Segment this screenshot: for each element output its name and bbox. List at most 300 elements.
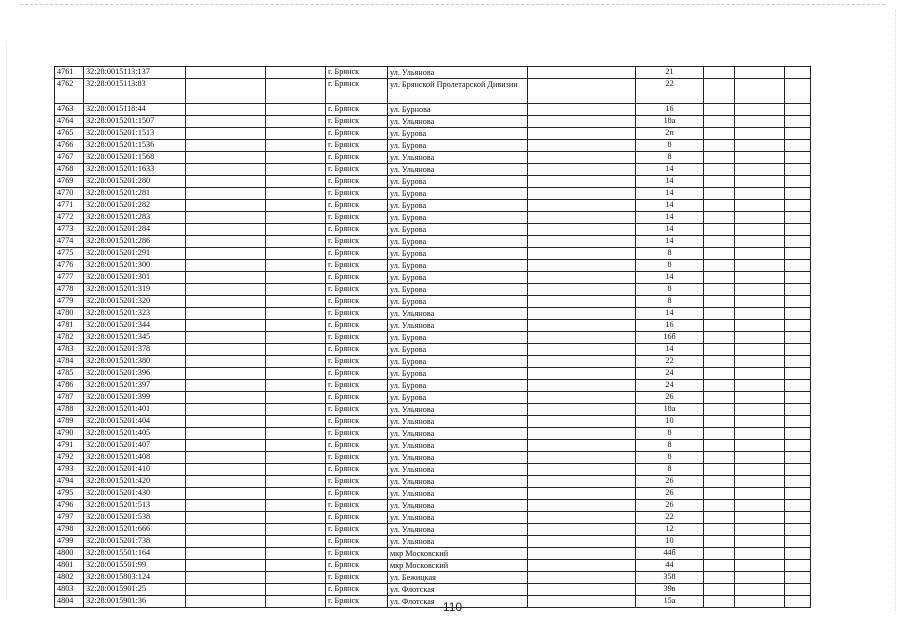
empty-cell <box>266 512 326 524</box>
cadastral-number: 32:28:0015201:345 <box>84 332 186 344</box>
street-cell: ул. Ульянова <box>388 404 528 416</box>
empty-cell <box>186 236 266 248</box>
street-cell: ул. Ульянова <box>388 452 528 464</box>
city-cell: г. Брянск <box>326 524 388 536</box>
row-number: 4782 <box>55 332 84 344</box>
row-number: 4774 <box>55 236 84 248</box>
street-cell: ул. Ульянова <box>388 152 528 164</box>
empty-cell <box>735 296 785 308</box>
empty-cell <box>186 140 266 152</box>
empty-cell <box>735 464 785 476</box>
cadastral-number: 32:28:0015201:1568 <box>84 152 186 164</box>
city-cell: г. Брянск <box>326 248 388 260</box>
street-cell: ул. Бурова <box>388 284 528 296</box>
empty-cell <box>266 524 326 536</box>
empty-cell <box>186 104 266 116</box>
table-row <box>55 332 811 344</box>
cadastral-number: 32:28:0015201:1633 <box>84 164 186 176</box>
street-cell: ул. Флотская <box>388 596 528 608</box>
empty-cell <box>704 272 735 284</box>
empty-cell <box>704 488 735 500</box>
empty-cell <box>528 572 636 584</box>
empty-cell <box>186 404 266 416</box>
street-cell: ул. Бурова <box>388 380 528 392</box>
house-cell: 14 <box>636 224 704 236</box>
city-cell: г. Брянск <box>326 67 388 79</box>
empty-cell <box>186 176 266 188</box>
cadastral-number: 32:28:0015201:280 <box>84 176 186 188</box>
empty-cell <box>785 104 811 116</box>
empty-cell <box>735 260 785 272</box>
empty-cell <box>785 560 811 572</box>
street-cell: ул. Ульянова <box>388 308 528 320</box>
empty-cell <box>735 200 785 212</box>
table-row <box>55 344 811 356</box>
street-cell: ул. Бурова <box>388 332 528 344</box>
empty-cell <box>266 428 326 440</box>
empty-cell <box>266 440 326 452</box>
table-row <box>55 188 811 200</box>
table-row <box>55 248 811 260</box>
house-cell: 26 <box>636 392 704 404</box>
table-row <box>55 572 811 584</box>
city-cell: г. Брянск <box>326 79 388 104</box>
house-cell: 22 <box>636 356 704 368</box>
empty-cell <box>266 464 326 476</box>
empty-cell <box>704 524 735 536</box>
empty-cell <box>528 296 636 308</box>
empty-cell <box>186 512 266 524</box>
street-cell: ул. Бурова <box>388 248 528 260</box>
empty-cell <box>186 308 266 320</box>
empty-cell <box>735 452 785 464</box>
empty-cell <box>785 464 811 476</box>
city-cell: г. Брянск <box>326 308 388 320</box>
empty-cell <box>266 79 326 104</box>
table-row <box>55 464 811 476</box>
empty-cell <box>528 104 636 116</box>
cadastral-number: 32:28:0015201:538 <box>84 512 186 524</box>
register-body <box>55 67 811 608</box>
house-cell: 14 <box>636 164 704 176</box>
empty-cell <box>266 500 326 512</box>
empty-cell <box>266 128 326 140</box>
empty-cell <box>735 392 785 404</box>
empty-cell <box>704 248 735 260</box>
cadastral-number: 32:28:0015201:420 <box>84 476 186 488</box>
empty-cell <box>785 296 811 308</box>
house-cell: 8 <box>636 284 704 296</box>
empty-cell <box>186 452 266 464</box>
house-cell: 24 <box>636 380 704 392</box>
house-cell: 8 <box>636 452 704 464</box>
empty-cell <box>186 224 266 236</box>
empty-cell <box>704 152 735 164</box>
empty-cell <box>735 104 785 116</box>
table-row <box>55 320 811 332</box>
empty-cell <box>785 140 811 152</box>
empty-cell <box>266 260 326 272</box>
empty-cell <box>785 380 811 392</box>
street-cell: ул. Бурова <box>388 260 528 272</box>
empty-cell <box>266 584 326 596</box>
empty-cell <box>735 368 785 380</box>
city-cell: г. Брянск <box>326 320 388 332</box>
row-number: 4781 <box>55 320 84 332</box>
empty-cell <box>785 368 811 380</box>
row-number: 4772 <box>55 212 84 224</box>
empty-cell <box>735 572 785 584</box>
house-cell: 8 <box>636 440 704 452</box>
house-cell: 18а <box>636 404 704 416</box>
empty-cell <box>704 584 735 596</box>
empty-cell <box>528 524 636 536</box>
street-cell: ул. Ульянова <box>388 536 528 548</box>
empty-cell <box>704 572 735 584</box>
city-cell: г. Брянск <box>326 272 388 284</box>
empty-cell <box>266 296 326 308</box>
city-cell: г. Брянск <box>326 212 388 224</box>
row-number: 4801 <box>55 560 84 572</box>
empty-cell <box>735 176 785 188</box>
empty-cell <box>704 416 735 428</box>
row-number: 4767 <box>55 152 84 164</box>
empty-cell <box>704 440 735 452</box>
empty-cell <box>785 344 811 356</box>
empty-cell <box>785 488 811 500</box>
row-number: 4785 <box>55 368 84 380</box>
empty-cell <box>704 296 735 308</box>
house-cell: 8 <box>636 428 704 440</box>
empty-cell <box>528 320 636 332</box>
row-number: 4768 <box>55 164 84 176</box>
row-number: 4804 <box>55 596 84 608</box>
street-cell: ул. Бурова <box>388 200 528 212</box>
empty-cell <box>785 260 811 272</box>
cadastral-number: 32:28:0015201:291 <box>84 248 186 260</box>
empty-cell <box>704 140 735 152</box>
cadastral-number: 32:28:0015803:124 <box>84 572 186 584</box>
empty-cell <box>704 380 735 392</box>
street-cell: ул. Ульянова <box>388 320 528 332</box>
city-cell: г. Брянск <box>326 200 388 212</box>
house-cell: 14 <box>636 272 704 284</box>
row-number: 4796 <box>55 500 84 512</box>
city-cell: г. Брянск <box>326 224 388 236</box>
row-number: 4794 <box>55 476 84 488</box>
empty-cell <box>735 356 785 368</box>
street-cell: ул. Ульянова <box>388 464 528 476</box>
street-cell: ул. Бурова <box>388 176 528 188</box>
empty-cell <box>528 560 636 572</box>
empty-cell <box>735 548 785 560</box>
empty-cell <box>704 356 735 368</box>
city-cell: г. Брянск <box>326 128 388 140</box>
street-cell: ул. Ульянова <box>388 67 528 79</box>
row-number: 4783 <box>55 344 84 356</box>
city-cell: г. Брянск <box>326 368 388 380</box>
row-number: 4798 <box>55 524 84 536</box>
empty-cell <box>735 320 785 332</box>
street-cell: ул. Брянской Пролетарской Дивизии <box>388 79 528 104</box>
empty-cell <box>266 152 326 164</box>
empty-cell <box>785 404 811 416</box>
empty-cell <box>735 140 785 152</box>
empty-cell <box>266 344 326 356</box>
empty-cell <box>528 380 636 392</box>
empty-cell <box>785 584 811 596</box>
empty-cell <box>528 368 636 380</box>
empty-cell <box>186 356 266 368</box>
empty-cell <box>186 488 266 500</box>
cadastral-number: 32:28:0015201:323 <box>84 308 186 320</box>
empty-cell <box>528 152 636 164</box>
street-cell: ул. Ульянова <box>388 476 528 488</box>
empty-cell <box>528 548 636 560</box>
table-row <box>55 260 811 272</box>
empty-cell <box>735 284 785 296</box>
table-row <box>55 79 811 104</box>
house-cell: 39в <box>636 584 704 596</box>
cadastral-number: 32:28:0015201:405 <box>84 428 186 440</box>
street-cell: ул. Бурова <box>388 392 528 404</box>
empty-cell <box>528 128 636 140</box>
cadastral-number: 32:28:0015201:300 <box>84 260 186 272</box>
empty-cell <box>735 416 785 428</box>
table-row <box>55 176 811 188</box>
empty-cell <box>528 67 636 79</box>
house-cell: 14 <box>636 236 704 248</box>
empty-cell <box>266 416 326 428</box>
street-cell: ул. Бурова <box>388 356 528 368</box>
empty-cell <box>735 212 785 224</box>
city-cell: г. Брянск <box>326 452 388 464</box>
empty-cell <box>785 116 811 128</box>
city-cell: г. Брянск <box>326 596 388 608</box>
house-cell: 8 <box>636 296 704 308</box>
empty-cell <box>785 320 811 332</box>
empty-cell <box>528 404 636 416</box>
cadastral-number: 32:28:0015201:319 <box>84 284 186 296</box>
row-number: 4771 <box>55 200 84 212</box>
empty-cell <box>735 188 785 200</box>
empty-cell <box>528 356 636 368</box>
city-cell: г. Брянск <box>326 344 388 356</box>
empty-cell <box>528 308 636 320</box>
table-row <box>55 104 811 116</box>
empty-cell <box>785 67 811 79</box>
empty-cell <box>528 284 636 296</box>
house-cell: 16б <box>636 332 704 344</box>
empty-cell <box>785 356 811 368</box>
cadastral-number: 32:28:0015201:282 <box>84 200 186 212</box>
street-cell: ул. Ульянова <box>388 500 528 512</box>
empty-cell <box>528 584 636 596</box>
street-cell: ул. Ульянова <box>388 428 528 440</box>
empty-cell <box>785 500 811 512</box>
city-cell: г. Брянск <box>326 176 388 188</box>
street-cell: ул. Бурова <box>388 224 528 236</box>
city-cell: г. Брянск <box>326 392 388 404</box>
table-row <box>55 212 811 224</box>
empty-cell <box>704 128 735 140</box>
row-number: 4765 <box>55 128 84 140</box>
empty-cell <box>528 164 636 176</box>
cadastral-number: 32:28:0015201:430 <box>84 488 186 500</box>
empty-cell <box>785 572 811 584</box>
street-cell: ул. Бурова <box>388 140 528 152</box>
cadastral-number: 32:28:0015201:399 <box>84 392 186 404</box>
empty-cell <box>266 248 326 260</box>
house-cell: 16 <box>636 104 704 116</box>
house-cell: 44б <box>636 548 704 560</box>
table-row <box>55 164 811 176</box>
house-cell: 16 <box>636 320 704 332</box>
empty-cell <box>735 224 785 236</box>
house-cell: 26 <box>636 500 704 512</box>
cadastral-number: 32:28:0015201:404 <box>84 416 186 428</box>
empty-cell <box>186 584 266 596</box>
empty-cell <box>186 416 266 428</box>
empty-cell <box>735 67 785 79</box>
table-row <box>55 524 811 536</box>
cadastral-number: 32:28:0015201:666 <box>84 524 186 536</box>
cadastral-number: 32:28:0015201:407 <box>84 440 186 452</box>
empty-cell <box>528 392 636 404</box>
cadastral-number: 32:28:0015501:99 <box>84 560 186 572</box>
street-cell: ул. Бурова <box>388 128 528 140</box>
house-cell: 15а <box>636 596 704 608</box>
cadastral-number: 32:28:0015901:36 <box>84 596 186 608</box>
empty-cell <box>266 104 326 116</box>
table-row <box>55 560 811 572</box>
empty-cell <box>704 236 735 248</box>
empty-cell <box>704 332 735 344</box>
empty-cell <box>528 116 636 128</box>
city-cell: г. Брянск <box>326 296 388 308</box>
cadastral-number: 32:28:0015201:513 <box>84 500 186 512</box>
empty-cell <box>186 344 266 356</box>
city-cell: г. Брянск <box>326 356 388 368</box>
table-row <box>55 392 811 404</box>
row-number: 4778 <box>55 284 84 296</box>
house-cell: 14 <box>636 344 704 356</box>
empty-cell <box>785 284 811 296</box>
empty-cell <box>186 536 266 548</box>
row-number: 4789 <box>55 416 84 428</box>
empty-cell <box>785 440 811 452</box>
street-cell: ул. Бурова <box>388 344 528 356</box>
empty-cell <box>186 320 266 332</box>
city-cell: г. Брянск <box>326 500 388 512</box>
empty-cell <box>186 548 266 560</box>
empty-cell <box>528 272 636 284</box>
empty-cell <box>704 404 735 416</box>
row-number: 4766 <box>55 140 84 152</box>
table-row <box>55 404 811 416</box>
empty-cell <box>785 224 811 236</box>
empty-cell <box>785 79 811 104</box>
empty-cell <box>528 188 636 200</box>
street-cell: ул. Бурова <box>388 236 528 248</box>
empty-cell <box>266 188 326 200</box>
table-row <box>55 152 811 164</box>
street-cell: мкр Московский <box>388 548 528 560</box>
empty-cell <box>266 356 326 368</box>
cadastral-number: 32:28:0015113:83 <box>84 79 186 104</box>
cadastral-number: 32:28:0015113:137 <box>84 67 186 79</box>
city-cell: г. Брянск <box>326 260 388 272</box>
empty-cell <box>186 260 266 272</box>
empty-cell <box>266 392 326 404</box>
row-number: 4788 <box>55 404 84 416</box>
table-row <box>55 512 811 524</box>
house-cell: 44 <box>636 560 704 572</box>
empty-cell <box>528 512 636 524</box>
empty-cell <box>735 428 785 440</box>
empty-cell <box>735 248 785 260</box>
house-cell: 14 <box>636 176 704 188</box>
city-cell: г. Брянск <box>326 428 388 440</box>
street-cell: ул. Бурова <box>388 272 528 284</box>
empty-cell <box>704 452 735 464</box>
cadastral-number: 32:28:0015201:410 <box>84 464 186 476</box>
empty-cell <box>704 344 735 356</box>
table-row <box>55 380 811 392</box>
empty-cell <box>785 128 811 140</box>
row-number: 4790 <box>55 428 84 440</box>
cadastral-number: 32:28:0015201:408 <box>84 452 186 464</box>
street-cell: ул. Бурова <box>388 296 528 308</box>
cadastral-number: 32:28:0015201:397 <box>84 380 186 392</box>
empty-cell <box>785 200 811 212</box>
empty-cell <box>528 140 636 152</box>
row-number: 4787 <box>55 392 84 404</box>
empty-cell <box>266 488 326 500</box>
empty-cell <box>186 200 266 212</box>
empty-cell <box>528 344 636 356</box>
empty-cell <box>186 560 266 572</box>
empty-cell <box>735 584 785 596</box>
city-cell: г. Брянск <box>326 152 388 164</box>
empty-cell <box>735 512 785 524</box>
house-cell: 8 <box>636 464 704 476</box>
city-cell: г. Брянск <box>326 512 388 524</box>
empty-cell <box>186 128 266 140</box>
table-row <box>55 476 811 488</box>
table-row <box>55 536 811 548</box>
table-row <box>55 67 811 79</box>
scan-edge-right <box>895 10 896 610</box>
empty-cell <box>266 380 326 392</box>
empty-cell <box>735 79 785 104</box>
empty-cell <box>186 164 266 176</box>
table-row <box>55 548 811 560</box>
empty-cell <box>186 464 266 476</box>
empty-cell <box>266 272 326 284</box>
city-cell: г. Брянск <box>326 284 388 296</box>
cadastral-number: 32:28:0015201:1513 <box>84 128 186 140</box>
row-number: 4764 <box>55 116 84 128</box>
empty-cell <box>704 224 735 236</box>
empty-cell <box>528 212 636 224</box>
empty-cell <box>704 67 735 79</box>
table-row <box>55 296 811 308</box>
row-number: 4797 <box>55 512 84 524</box>
street-cell: ул. Ульянова <box>388 512 528 524</box>
city-cell: г. Брянск <box>326 164 388 176</box>
empty-cell <box>704 260 735 272</box>
